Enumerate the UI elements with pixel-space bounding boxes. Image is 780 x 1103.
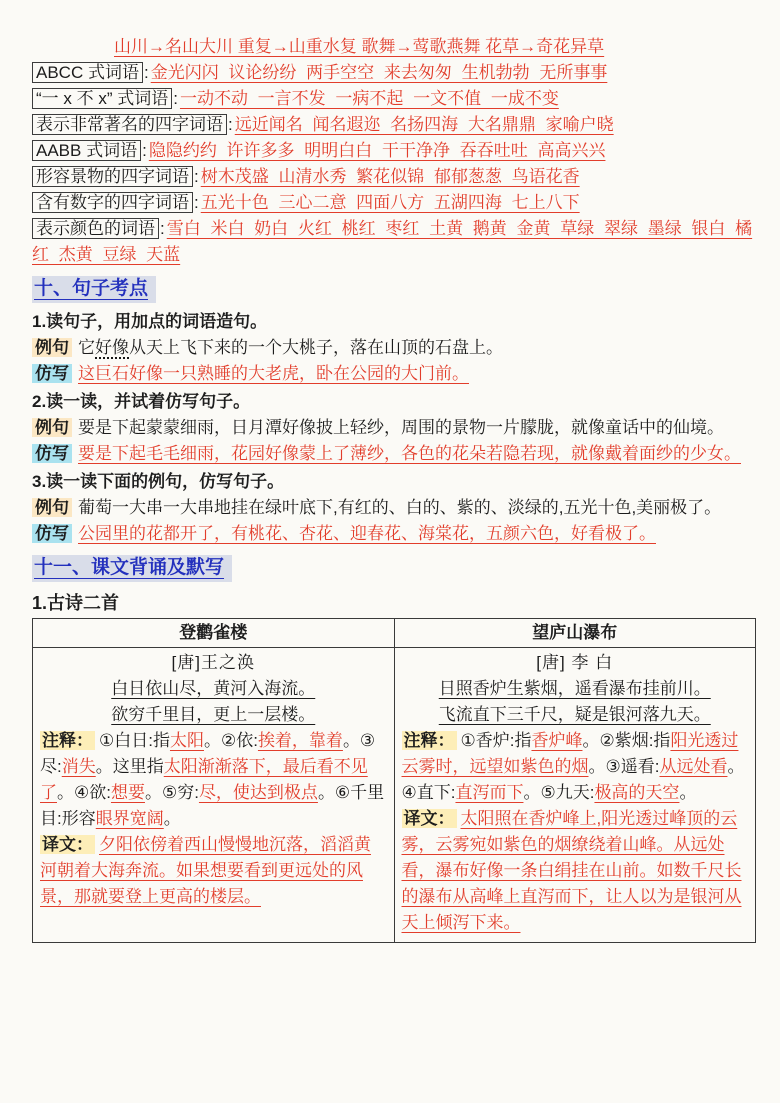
colon: : [142,141,147,160]
sentence-item-3 [32,469,756,547]
poems-table [32,618,756,943]
poem-title-left: 登鹳雀楼 [33,619,395,648]
word-list-table [32,60,756,268]
imitate-text: 要是下起毛毛细雨，花园好像蒙上了薄纱，各色的花朵若隐若现，就像戴着面纱的少女。 [78,444,741,463]
word-row-words: 一动不动 一言不发 一病不起 一文不值 一成不变 [179,89,559,108]
example-label: 例句 [32,338,72,357]
word-row-label: AABB 式词语 [32,140,141,161]
poem-translation [402,806,749,936]
word-row-words: 五光十色 三心二意 四面八方 五湖四海 七上八下 [200,193,580,212]
colon: : [228,115,233,134]
poem-line: 欲穷千里目，更上一层楼。 [111,705,316,724]
word-row-words: 雪白 米白 奶白 火红 桃红 枣红 土黄 鹅黄 金黄 草绿 翠绿 墨绿 银白 橘红 杰黄 豆绿 天蓝 [32,219,753,264]
word-row-words: 远近闻名 闻名遐迩 名扬四海 大名鼎鼎 家喻户晓 [234,115,614,134]
imitate-row [32,441,756,467]
poems-body-row [33,648,756,943]
word-row-words: 树木茂盛 山清水秀 繁花似锦 郁郁葱葱 鸟语花香 [200,167,580,186]
example-row [32,495,756,521]
imitate-label: 仿写 [32,364,72,383]
subsection-title-poems: 1.古诗二首 [32,593,120,613]
example-row [32,335,756,361]
colon: : [194,167,199,186]
colon: : [173,89,178,108]
poem-line: 飞流直下三千尺，疑是银河落九天。 [438,705,711,724]
imitate-label: 仿写 [32,524,72,543]
word-row-scenery [32,164,756,190]
word-row-numbers [32,190,756,216]
translation-label: 译文： [403,809,455,828]
example-text: 葡萄一大串一大串地挂在绿叶底下,有红的、白的、紫的、淡绿的,五光十色,美丽极了。 [78,498,722,517]
word-row-label: 表示颜色的词语 [32,218,159,239]
poem-cell-right [394,648,756,943]
sentence-item-heading: 3.读一读下面的例句，仿写句子。 [32,472,285,491]
example-row [32,415,756,441]
word-row-famous [32,112,756,138]
sentence-item-2 [32,389,756,467]
poem-line: 日照香炉生紫烟，遥看瀑布挂前川。 [438,679,711,698]
imitate-row [32,521,756,547]
imitate-label: 仿写 [32,444,72,463]
word-row-aabb [32,138,756,164]
example-text: 它好像从天上飞下来的一个大桃子，落在山顶的石盘上。 [78,338,503,357]
poem-notes [402,728,749,806]
translation-text: 太阳照在香炉峰上,阳光透过峰顶的云雾，云雾宛如紫色的烟缭绕着山峰。从远处看，瀑布好像一条白绢挂在山前。如数千尺长的瀑布从高峰上直泻而下，让人以为是银河从天上倾泻下来。 [401,809,742,932]
poem-title-right: 望庐山瀑布 [394,619,756,648]
poem-author: [唐]王之涣 [171,653,255,672]
word-row-label: ABCC 式词语 [32,62,143,83]
word-row-words: 隐隐约约 许许多多 明明白白 干干净净 吞吞吐吐 高高兴兴 [148,141,606,160]
translation-label: 译文： [42,835,93,854]
example-label: 例句 [32,418,72,437]
word-row-yixbux [32,86,756,112]
poem-translation [40,832,387,910]
section-title-recite: 十一、课文背诵及默写 [32,555,232,582]
word-row-colors [32,216,756,268]
section-title-sentences: 十、句子考点 [32,276,156,303]
notes-text: ①香炉:指香炉峰。②紫烟:指阳光透过云雾时，远望如紫色的烟。③遥看:从远处看。④直下:直泻而下。⑤九天:极高的天空。 [401,731,745,802]
poem-notes [40,728,387,832]
notes-text: ①白日:指太阳。②依:挨着，靠着。③尽:消失。这里指太阳渐渐落下，最后看不见了。④欲:想要。⑤穷:尽，使达到极点。⑥千里目:形容眼界宽阔。 [40,731,385,828]
example-text: 要是下起蒙蒙细雨，日月潭好像披上轻纱，周围的景物一片朦胧，就像童话中的仙境。 [78,418,724,437]
poems-header-row [33,619,756,648]
word-row-words: 金光闪闪 议论纷纷 两手空空 来去匆匆 生机勃勃 无所事事 [150,63,608,82]
notes-label: 注释： [403,731,455,750]
sentence-item-1 [32,309,756,387]
colon: : [160,219,165,238]
word-expansion-line: 山川→名山大川 重复→山重水复 歌舞→莺歌燕舞 花草→奇花异草 [114,37,605,56]
imitate-text: 这巨石好像一只熟睡的大老虎，卧在公园的大门前。 [78,364,469,383]
example-label: 例句 [32,498,72,517]
notes-label: 注释： [42,731,93,750]
sentence-item-heading: 1.读句子，用加点的词语造句。 [32,312,268,331]
word-row-label: 含有数字的四字词语 [32,192,193,213]
poem-cell-left [33,648,395,943]
poem-line: 白日依山尽，黄河入海流。 [111,679,316,698]
colon: : [143,63,149,82]
word-row-label: 表示非常著名的四字词语 [32,114,227,135]
translation-text: 夕阳依傍着西山慢慢地沉落，滔滔黄河朝着大海奔流。如果想要看到更远处的风景，那就要登上更高的楼层。 [40,835,371,906]
word-row-abcc [32,60,756,86]
word-row-label: “一 x 不 x” 式词语 [32,88,172,109]
imitate-row [32,361,756,387]
imitate-text: 公园里的花都开了，有桃花、杏花、迎春花、海棠花，五颜六色，好看极了。 [78,524,656,543]
colon: : [194,193,199,212]
sentence-item-heading: 2.读一读，并试着仿写句子。 [32,392,251,411]
poem-author: [唐] 李 白 [536,653,614,672]
word-row-label: 形容景物的四字词语 [32,166,193,187]
